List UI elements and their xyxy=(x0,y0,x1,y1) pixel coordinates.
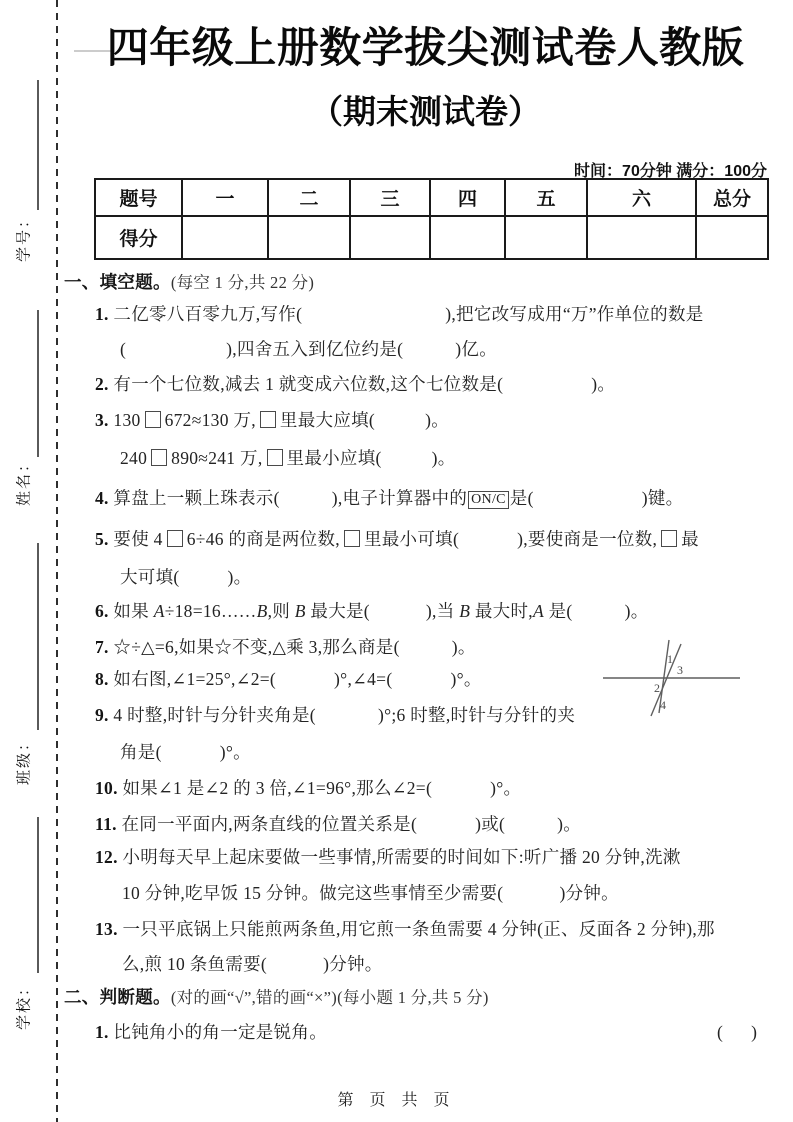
text-segment: (每空 1 分,共 22 分) xyxy=(170,273,315,292)
text-segment: )。 xyxy=(451,637,476,657)
text-segment: 6÷46 的商是两位数, xyxy=(186,529,340,549)
q3-line2 xyxy=(120,447,456,469)
text-segment: 二、判断题。 xyxy=(64,987,171,1007)
text-segment: B xyxy=(294,601,306,621)
angle-label-2: 2 xyxy=(654,681,660,695)
section-2-heading xyxy=(64,986,489,1009)
q4-line xyxy=(95,487,683,509)
judge-q1-line xyxy=(95,1021,757,1043)
text-segment: 6. xyxy=(95,601,114,621)
text-segment: ),四舍五入到亿位约是( xyxy=(226,339,404,359)
text-segment: 里最小应填( xyxy=(286,448,382,468)
page-footer: 第 页 共 页 xyxy=(337,1092,456,1109)
q2-line xyxy=(95,373,615,395)
q10-line xyxy=(95,777,521,799)
text-segment: 12. xyxy=(95,847,123,867)
score-table-header-cell: 四 xyxy=(430,179,505,216)
score-row-label: 得分 xyxy=(95,216,182,259)
student-field-write-line-0 xyxy=(37,80,39,210)
text-segment: )。 xyxy=(425,410,449,430)
text-segment: 一只平底锅上只能煎两条鱼,用它煎一条鱼需要 4 分钟(正、反面各 2 分钟),那 xyxy=(122,919,715,939)
time-score-info: 时间：70分钟 满分：100分 xyxy=(574,163,767,180)
text-segment: 130 xyxy=(113,410,141,430)
paper-title: 四年级上册数学拔尖测试卷人教版 xyxy=(106,24,745,71)
text-segment: )或( xyxy=(475,814,506,834)
text-segment: 4 时整,时针与分针夹角是( xyxy=(113,705,316,725)
blank-square-box xyxy=(344,530,360,547)
text-segment: A xyxy=(153,601,165,621)
text-segment: )亿。 xyxy=(455,339,498,359)
text-segment: 如右图,∠1=25°,∠2=( xyxy=(113,669,277,689)
text-segment: 5. xyxy=(95,529,114,549)
text-segment: 9. xyxy=(95,705,114,725)
text-segment: 在同一平面内,两条直线的位置关系是( xyxy=(121,814,418,834)
text-segment: 672≈130 万, xyxy=(164,410,256,430)
score-table-header-cell: 六 xyxy=(587,179,696,216)
text-segment: ☆÷△=6,如果☆不变,△乘 3,那么商是( xyxy=(113,637,400,657)
score-table-header-cell: 五 xyxy=(505,179,587,216)
text-segment: 是( xyxy=(509,488,534,508)
text-segment: 3. xyxy=(95,410,114,430)
angle-label-4: 4 xyxy=(660,698,666,712)
text-segment: 么,煎 10 条鱼需要( xyxy=(122,954,268,974)
score-table xyxy=(94,178,769,260)
student-field-label-0: 学号： xyxy=(16,211,33,263)
text-segment: 小明每天早上起床要做一些事情,所需要的时间如下:听广播 20 分钟,洗漱 xyxy=(122,847,681,867)
q3-line1 xyxy=(95,409,449,431)
q7-line xyxy=(95,636,476,658)
text-segment: 10. xyxy=(95,778,123,798)
q5-line2 xyxy=(120,566,251,588)
student-field-label-2: 班级： xyxy=(16,734,33,786)
q1-line2 xyxy=(120,338,497,360)
text-segment: )。 xyxy=(227,567,252,587)
blank-square-box xyxy=(260,411,276,428)
text-segment: ),电子计算器中的 xyxy=(331,488,468,508)
student-field-write-line-1 xyxy=(37,310,39,457)
score-cell-empty xyxy=(696,216,768,259)
text-segment: 最大是( xyxy=(305,601,370,621)
text-segment: 10 分钟,吃早饭 15 分钟。做完这些事情至少需要( xyxy=(122,883,504,903)
text-segment: 里最大应填( xyxy=(279,410,376,430)
blank-square-box xyxy=(145,411,161,428)
paper-subtitle: （期末测试卷） xyxy=(310,93,541,130)
text-segment: B xyxy=(256,601,268,621)
q9-line2 xyxy=(120,741,251,763)
text-segment: )°。 xyxy=(450,669,482,689)
text-segment: 4. xyxy=(95,488,114,508)
text-segment: 大可填( xyxy=(120,567,180,587)
text-segment: 如果 xyxy=(113,601,154,621)
q5-line1 xyxy=(95,528,699,550)
q11-line xyxy=(95,813,581,835)
q9-line1 xyxy=(95,704,575,726)
text-segment: )分钟。 xyxy=(559,883,619,903)
q1-line1 xyxy=(95,303,704,325)
text-segment: ( xyxy=(717,1022,724,1042)
score-cell-empty xyxy=(350,216,430,259)
text-segment: 一、填空题。 xyxy=(64,272,171,292)
text-segment: 比钝角小的角一定是锐角。 xyxy=(113,1022,328,1042)
text-segment: 有一个七位数,减去 1 就变成六位数,这个七位数是( xyxy=(113,374,504,394)
text-segment: )键。 xyxy=(641,488,684,508)
text-segment: )°。 xyxy=(490,778,522,798)
binding-dashed-line xyxy=(56,0,58,1122)
score-cell-empty xyxy=(182,216,268,259)
text-segment: 240 xyxy=(120,448,148,468)
text-segment: 最 xyxy=(681,529,699,549)
angles-figure xyxy=(600,615,793,725)
text-segment: )°,∠4=( xyxy=(334,669,393,689)
student-field-label-1: 姓名： xyxy=(16,455,33,507)
text-segment: 二亿零八百零九万,写作( xyxy=(113,304,303,324)
q8-line xyxy=(95,668,482,690)
text-segment: )°;6 时整,时针与分针的夹 xyxy=(377,705,576,725)
text-segment: )。 xyxy=(591,374,616,394)
text-segment: 要使 4 xyxy=(113,529,163,549)
score-table-header-cell: 题号 xyxy=(95,179,182,216)
text-segment: 里最小可填( xyxy=(363,529,460,549)
score-table-header-cell: 总分 xyxy=(696,179,768,216)
text-segment: ( xyxy=(120,339,127,359)
text-segment: ),当 xyxy=(425,601,460,621)
text-segment: 角是( xyxy=(120,742,162,762)
q12-line2 xyxy=(122,882,619,904)
score-table-header-cell: 一 xyxy=(182,179,268,216)
student-field-write-line-3 xyxy=(37,817,39,973)
text-segment: 如果∠1 是∠2 的 3 倍,∠1=96°,那么∠2=( xyxy=(122,778,433,798)
text-segment: )°。 xyxy=(219,742,251,762)
text-segment: )分钟。 xyxy=(323,954,383,974)
blank-square-box xyxy=(661,530,677,547)
text-segment: (对的画“√”,错的画“×”)(每小题 1 分,共 5 分) xyxy=(170,988,489,1007)
q13-line1 xyxy=(95,918,715,940)
text-segment: ),要使商是一位数, xyxy=(517,529,658,549)
text-segment: ),把它改写成用“万”作单位的数是 xyxy=(445,304,704,324)
text-segment: 8. xyxy=(95,669,114,689)
text-segment: )。 xyxy=(431,448,456,468)
text-segment: A xyxy=(532,601,544,621)
text-segment: 2. xyxy=(95,374,114,394)
text-segment: 7. xyxy=(95,637,114,657)
blank-square-box xyxy=(151,449,167,466)
q13-line2 xyxy=(122,953,383,975)
q12-line1 xyxy=(95,846,681,868)
text-segment: 11. xyxy=(95,814,122,834)
section-1-heading xyxy=(64,271,314,294)
text-segment: 算盘上一颗上珠表示( xyxy=(113,488,280,508)
text-segment: 1. xyxy=(95,1022,114,1042)
q6-line xyxy=(95,600,649,622)
text-segment: 1. xyxy=(95,304,114,324)
text-segment: ) xyxy=(751,1022,758,1042)
text-segment: )。 xyxy=(557,814,582,834)
student-field-write-line-2 xyxy=(37,543,39,730)
text-segment: 最大时, xyxy=(470,601,533,621)
score-cell-empty xyxy=(587,216,696,259)
text-segment: ,则 xyxy=(267,601,295,621)
text-segment: 890≈241 万, xyxy=(171,448,263,468)
blank-square-box xyxy=(167,530,183,547)
score-cell-empty xyxy=(430,216,505,259)
onc-key-box: ON/C xyxy=(468,491,509,509)
angle-label-3: 3 xyxy=(677,663,683,677)
student-field-label-3: 学校： xyxy=(16,979,33,1031)
score-table-header-cell: 三 xyxy=(350,179,430,216)
text-segment: ÷18=16…… xyxy=(164,601,257,621)
score-cell-empty xyxy=(505,216,587,259)
blank-square-box xyxy=(267,449,283,466)
score-table-header-cell: 二 xyxy=(268,179,350,216)
figure-diagonal-line xyxy=(651,644,681,716)
text-segment: 13. xyxy=(95,919,123,939)
score-cell-empty xyxy=(268,216,350,259)
angle-label-1: 1 xyxy=(667,652,673,666)
text-segment: 是( xyxy=(543,601,573,621)
text-segment: )。 xyxy=(624,601,649,621)
text-segment: B xyxy=(459,601,471,621)
